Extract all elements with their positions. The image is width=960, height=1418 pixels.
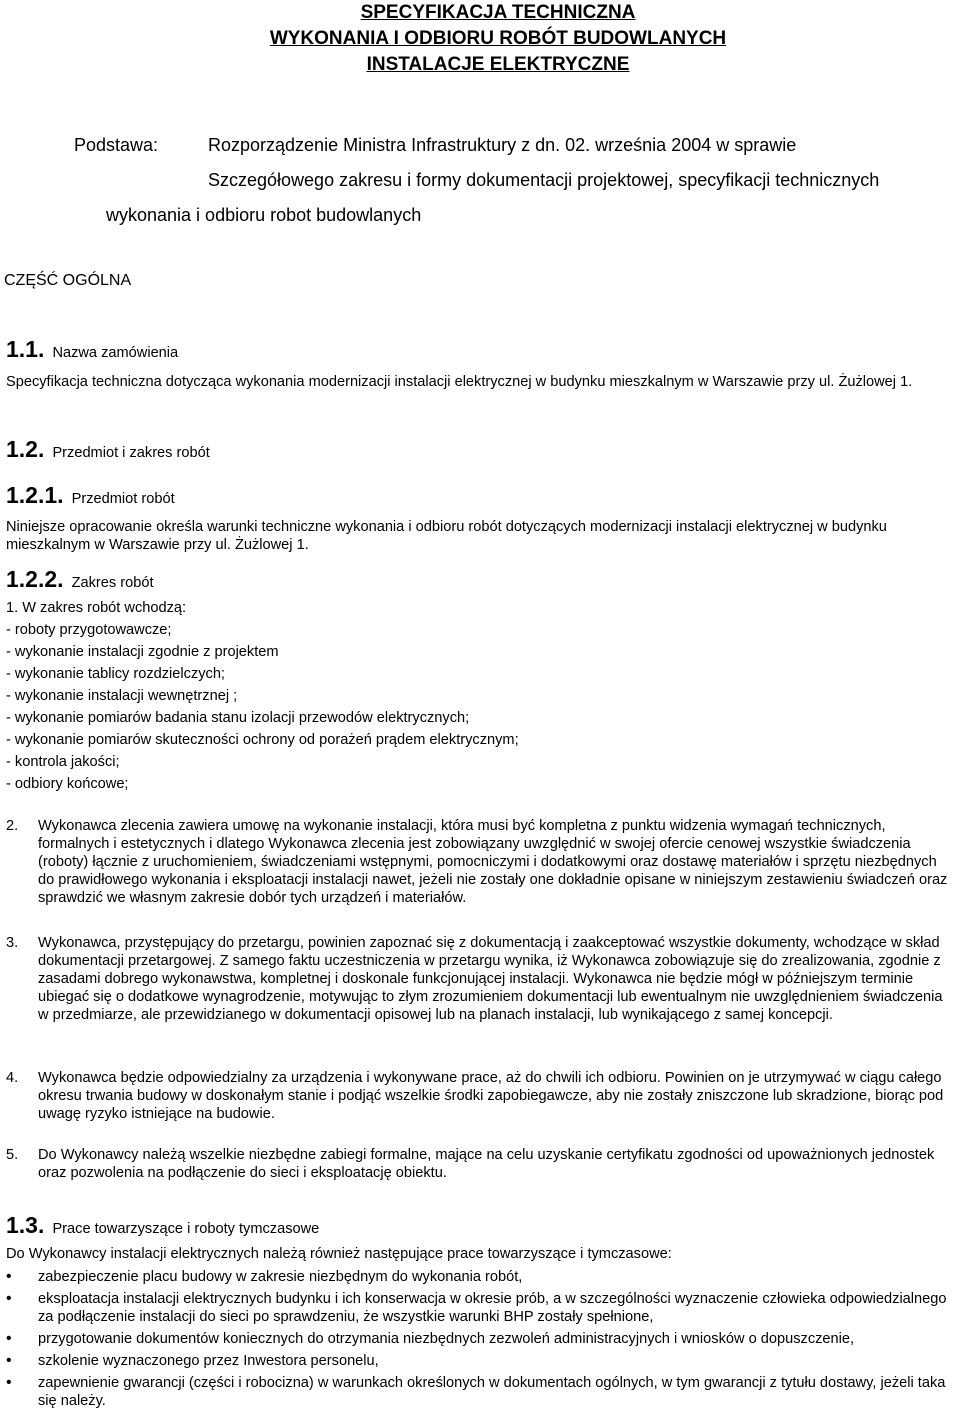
section-number: 1.2.1.: [6, 482, 64, 508]
section-1-3-intro: Do Wykonawcy instalacji elektrycznych należą również następujące prace towarzyszące i tymczasowe:: [6, 1246, 672, 1262]
section-1-1-body: Specyfikacja techniczna dotycząca wykonania modernizacji instalacji elektrycznej w budynku mieszkalnym w Warszawie przy ul. Żużlowej 1.: [6, 374, 913, 390]
section-number: 1.2.2.: [6, 566, 64, 592]
section-1-2-heading: [6, 436, 210, 463]
basis-line-2: Szczegółowego zakresu i formy dokumentacji projektowej, specyfikacji technicznych: [208, 170, 880, 190]
point-text: Wykonawca zlecenia zawiera umowę na wykonanie instalacji, która musi być kompletna z punktu widzenia wymagań technicznych, formalnych i estetycznych i dlatego Wykonawca zlecenia jest zobowiązany uwzględnić w swojej ofercie cenowej wszystkie świadczenia (roboty) łącznie z uruchomieniem, świadczeniami wstępnymi, pomocniczymi i dodatkowymi oraz dostawę materiałów i sprzętu niezbędnych do prawidłowego wykonania i eksploatacji instalacji nawet, jeżeli nie zostały one dokładnie opisane w niniejszym zestawieniu świadczeń oraz sprawdzić we własnym zakresie dobór tych urządzeń i materiałów.: [38, 818, 948, 906]
scope-item: - wykonanie pomiarów skuteczności ochrony od porażeń prądem elektrycznym;: [6, 732, 519, 748]
scope-item: - odbiory końcowe;: [6, 776, 129, 792]
section-number: 1.2.: [6, 436, 45, 462]
numbered-point: [6, 817, 956, 907]
point-number: 4.: [6, 1070, 19, 1086]
basis-line-3: wykonania i odbioru robot budowlanych: [106, 205, 422, 225]
section-title: Zakres robót: [71, 575, 154, 591]
scope-intro: 1. W zakres robót wchodzą:: [6, 600, 187, 616]
section-1-3-heading: [6, 1212, 319, 1239]
section-title: Przedmiot i zakres robót: [52, 445, 210, 461]
point-text: Wykonawca będzie odpowiedzialny za urządzenia i wykonywane prace, aż do chwili ich odbioru. Powinien on je utrzymywać w ciągu całego okresu trwania budowy w doskonałym stanie i podjąć wszelkie środki zapobiegawcze, aby nie zostały zniszczone lub skradzione, biorąc pod uwagę ryzyko istniejące na budowie.: [38, 1070, 944, 1122]
point-number: 3.: [6, 935, 19, 951]
section-title: Przedmiot robót: [71, 491, 175, 507]
section-number: 1.1.: [6, 336, 45, 362]
scope-item: - wykonanie instalacji wewnętrznej ;: [6, 688, 238, 704]
title-line-1: SPECYFIKACJA TECHNICZNA: [360, 2, 636, 23]
section-title: Prace towarzyszące i roboty tymczasowe: [52, 1221, 320, 1237]
scope-item: - wykonanie instalacji zgodnie z projektem: [6, 644, 279, 660]
title-line-3: INSTALACJE ELEKTRYCZNE: [366, 54, 630, 75]
bullet-list: [6, 1268, 956, 1414]
section-title: Nazwa zamówienia: [52, 345, 179, 361]
point-number: 2.: [6, 818, 19, 834]
numbered-point: [6, 934, 956, 1024]
document-title: [0, 0, 960, 78]
title-line-2: WYKONANIA I ODBIORU ROBÓT BUDOWLANYCH: [269, 28, 727, 49]
bullet-item: • przygotowanie dokumentów koniecznych do otrzymania niezbędnych zezwoleń administracyjnych i wniosków o dopuszczenie,: [6, 1330, 956, 1348]
bullet-item: • zabezpieczenie placu budowy w zakresie niezbędnym do wykonania robót,: [6, 1268, 956, 1286]
point-number: 5.: [6, 1147, 19, 1163]
numbered-point: [6, 1146, 956, 1182]
section-1-2-1-heading: [6, 482, 175, 509]
scope-item: - wykonanie pomiarów badania stanu izolacji przewodów elektrycznych;: [6, 710, 470, 726]
part-heading: CZĘŚĆ OGÓLNA: [4, 272, 132, 289]
section-1-2-1-body: Niniejsze opracowanie określa warunki techniczne wykonania i odbioru robót dotyczących modernizacji instalacji elektrycznej w budynku mieszkalnym w Warszawie przy ul. Żużlowej 1.: [6, 519, 887, 553]
section-1-2-2-heading: [6, 566, 154, 593]
bullet-item: • zapewnienie gwarancji (części i robocizna) w warunkach określonych w dokumentach ogólnych, w tym gwarancji z tytułu dostawy, jeżeli taka się należy.: [6, 1374, 956, 1410]
basis-line-1: Rozporządzenie Ministra Infrastruktury z dn. 02. września 2004 w sprawie: [208, 135, 797, 155]
point-text: Do Wykonawcy należą wszelkie niezbędne zabiegi formalne, mające na celu uzyskanie certyfikatu zgodności od upoważnionych jednostek oraz pozwolenia na podłączenie do sieci i eksploatację obiektu.: [38, 1147, 935, 1181]
point-text: Wykonawca, przystępujący do przetargu, powinien zapoznać się z dokumentacją i zaakceptować wszystkie dokumenty, wchodzące w skład dokumentacji przetargowej. Z samego faktu uczestniczenia w przetargu wynika, iż Wykonawca zobowiązuje się do zrealizowania, zgodnie z zasadami dobrego wykonawstwa, kompletnej i doskonale funkcjonującej instalacji. Wykonawca nie będzie mógł w późniejszym terminie ubiegać się o dodatkowe wynagrodzenie, motywując to złym zrozumieniem dokumentacji lub ewentualnym nie uwzględnieniem świadczenia w przedmiarze, ale przewidzianego w dokumentacji opisowej lub na planach instalacji, lub wynikającego z samej koncepcji.: [38, 935, 943, 1023]
scope-item: - kontrola jakości;: [6, 754, 120, 770]
scope-item: - wykonanie tablicy rozdzielczych;: [6, 666, 225, 682]
numbered-point: [6, 1069, 956, 1123]
section-1-1-heading: [6, 336, 178, 363]
bullet-item: • szkolenie wyznaczonego przez Inwestora personelu,: [6, 1352, 956, 1370]
scope-item: - roboty przygotowawcze;: [6, 622, 172, 638]
section-number: 1.3.: [6, 1212, 45, 1238]
basis-label: Podstawa:: [74, 135, 159, 155]
bullet-item: • eksploatacja instalacji elektrycznych budynku i ich konserwacja w okresie prób, a w szczególności wyznaczenie człowieka odpowiedzialnego za podłączenie instalacji do sieci po sprawdzeniu, że wszystkie warunki BHP zostały spełnione,: [6, 1290, 956, 1326]
